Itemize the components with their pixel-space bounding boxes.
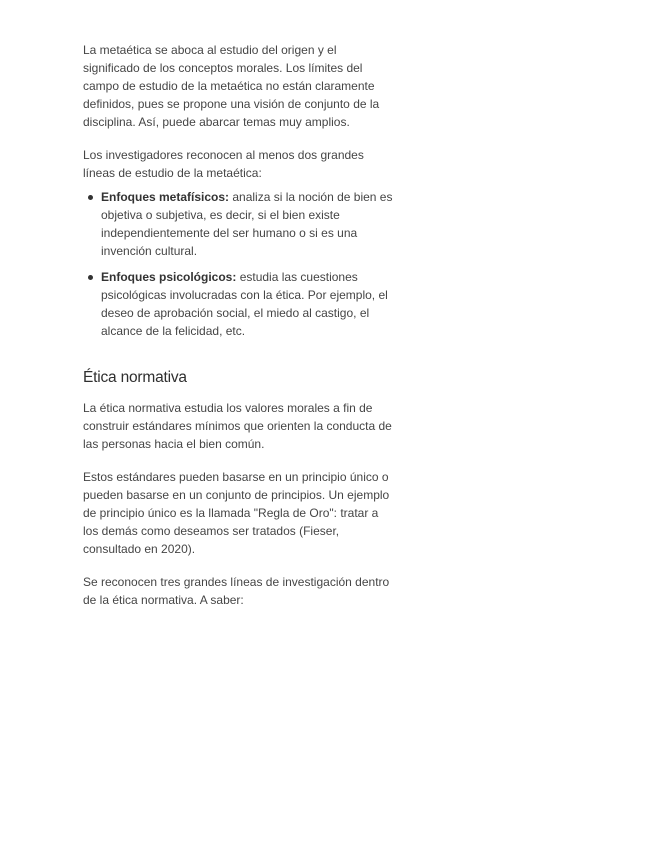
list-item: [83, 188, 393, 260]
normativa-paragraph-1: La ética normativa estudia los valores morales a fin de construir estándares mínimos que orienten la conducta de las personas hacia el bien común.: [83, 401, 392, 451]
normativa-paragraph-2: Estos estándares pueden basarse en un principio único o pueden basarse en un conjunto de principios. Un ejemplo de principio único es la llamada "Regla de Oro": tratar a los demás como deseamos ser tratados (Fieser, consultado en 2020).: [83, 470, 390, 556]
bullet-icon: [88, 195, 93, 200]
list-item-label: Enfoques metafísicos:: [101, 190, 230, 204]
list-item-text: analiza si la noción de bien es objetiva o subjetiva, es decir, si el bien existe independientemente del ser humano o si es una invención cultural.: [101, 190, 393, 258]
metaetica-lines-paragraph: Los investigadores reconocen al menos dos grandes líneas de estudio de la metaética:: [83, 148, 364, 180]
list-item: [83, 268, 393, 340]
metaetica-lines-list: [83, 188, 393, 340]
section-heading: Ética normativa: [83, 369, 187, 386]
article-content: [83, 41, 393, 609]
list-item-label: Enfoques psicológicos:: [101, 270, 237, 284]
bullet-icon: [88, 275, 93, 280]
list-item-text: estudia las cuestiones psicológicas involucradas con la ética. Por ejemplo, el deseo de aprobación social, el miedo al castigo, el alcance de la felicidad, etc.: [101, 270, 388, 338]
normativa-paragraph-3: Se reconocen tres grandes líneas de investigación dentro de la ética normativa. A saber:: [83, 575, 390, 607]
metaetica-intro-paragraph: La metaética se aboca al estudio del origen y el significado de los conceptos morales. Los límites del campo de estudio de la metaética no están claramente definidos, pues se propone una visión de conjunto de la disciplina. Así, puede abarcar temas muy amplios.: [83, 43, 380, 129]
